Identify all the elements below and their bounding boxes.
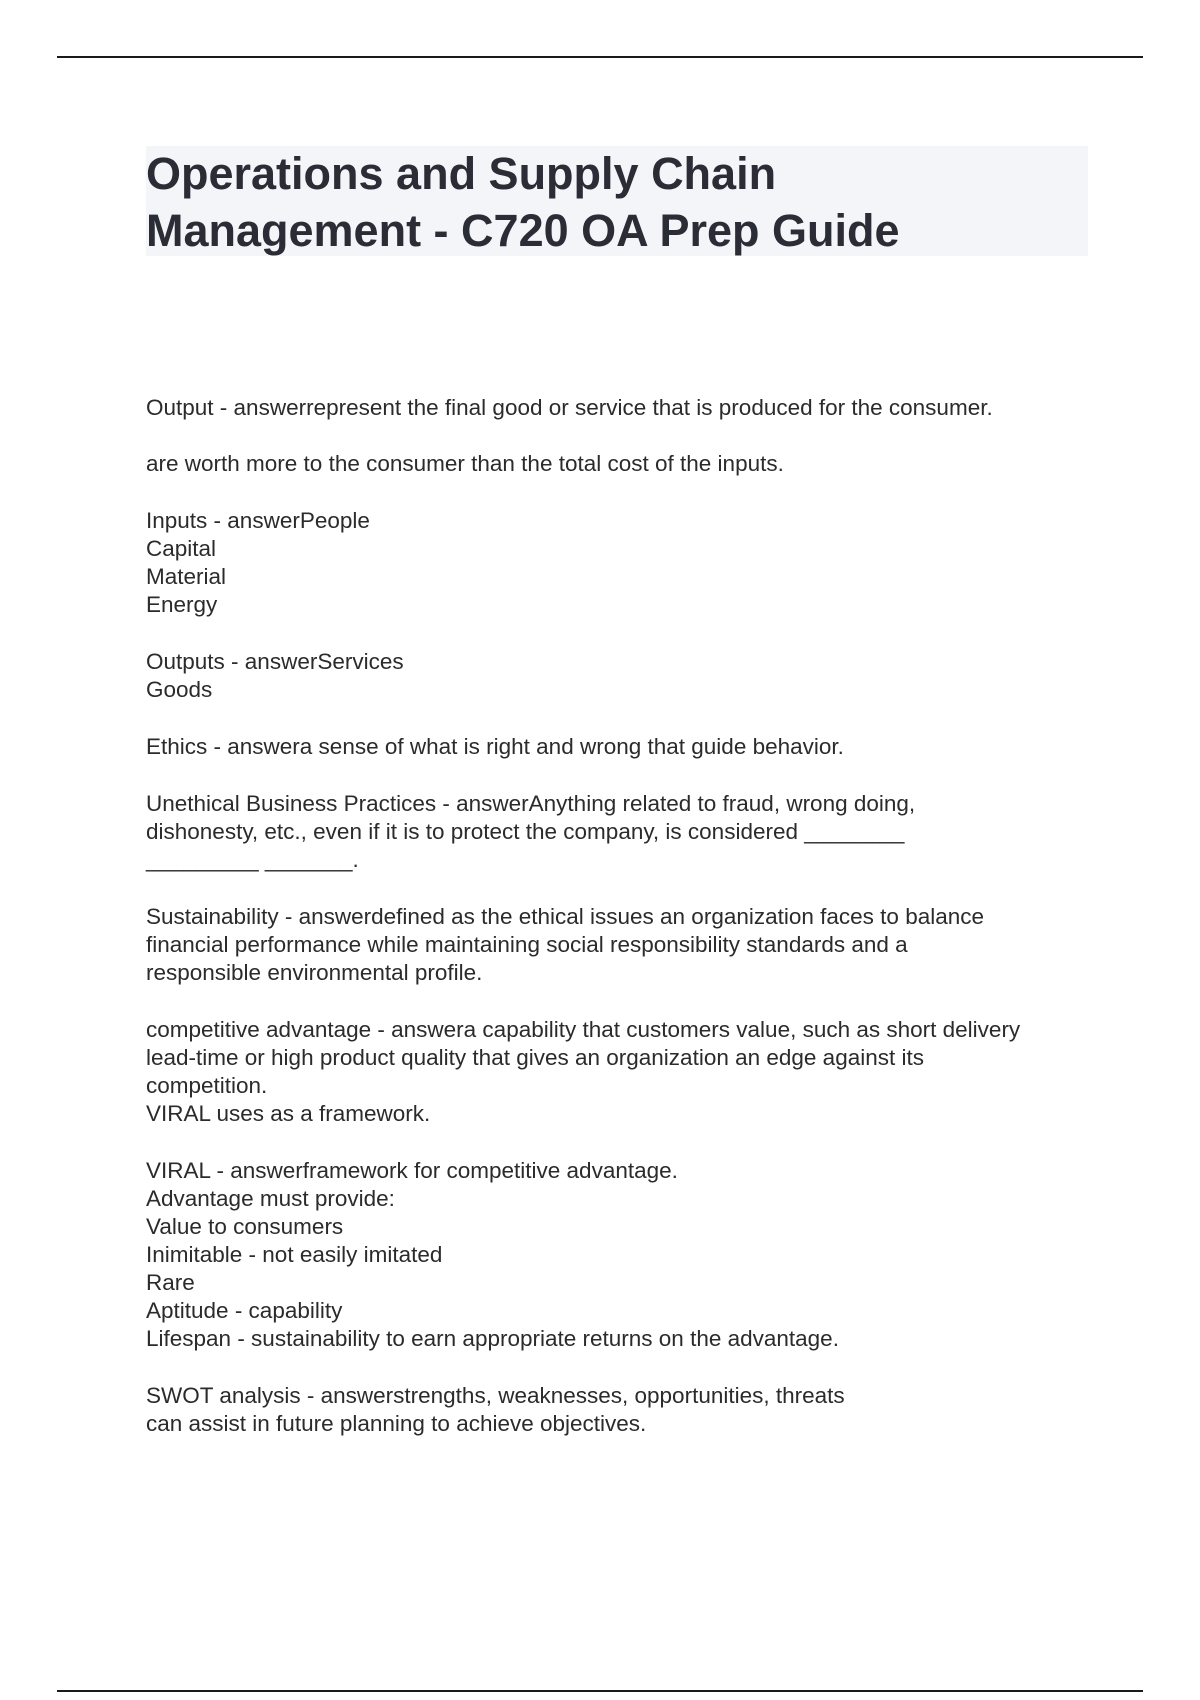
- title-line: Management - C720 OA Prep Guide: [146, 205, 900, 256]
- entry-unethical-practices: [146, 790, 1096, 874]
- entry-line: Unethical Business Practices - answerAnything related to fraud, wrong doing,: [146, 791, 916, 816]
- entry-line: competitive advantage - answera capability that customers value, such as short delivery: [146, 1017, 1021, 1042]
- entry-line: competition.: [146, 1073, 268, 1098]
- entry-line: VIRAL uses as a framework.: [146, 1101, 431, 1126]
- entry-worth: [146, 450, 1096, 478]
- entry-line: Lifespan - sustainability to earn appropriate returns on the advantage.: [146, 1326, 839, 1351]
- title-line: Operations and Supply Chain: [146, 148, 777, 199]
- entry-line: can assist in future planning to achieve objectives.: [146, 1411, 647, 1436]
- entry-outputs: [146, 648, 1096, 704]
- entry-output: [146, 394, 1096, 422]
- entry-line: SWOT analysis - answerstrengths, weaknesses, opportunities, threats: [146, 1383, 845, 1408]
- entry-line: Inputs - answerPeople: [146, 508, 370, 533]
- header-rule: [57, 56, 1143, 58]
- entry-line: Outputs - answerServices: [146, 649, 404, 674]
- entry-line: Energy: [146, 592, 218, 617]
- entry-line: Advantage must provide:: [146, 1186, 395, 1211]
- entry-ethics: [146, 733, 1096, 761]
- entry-line: financial performance while maintaining social responsibility standards and a: [146, 932, 908, 957]
- entry-line: lead-time or high product quality that gives an organization an edge against its: [146, 1045, 924, 1070]
- entry-line: VIRAL - answerframework for competitive advantage.: [146, 1158, 678, 1183]
- entry-line: _________ _______.: [146, 847, 359, 872]
- entry-inputs: [146, 507, 1096, 619]
- entry-line: are worth more to the consumer than the total cost of the inputs.: [146, 451, 784, 476]
- entry-line: Material: [146, 564, 227, 589]
- entry-line: Goods: [146, 677, 213, 702]
- entry-line: Rare: [146, 1270, 195, 1295]
- entry-line: Output - answerrepresent the final good or service that is produced for the consumer.: [146, 395, 993, 420]
- entry-line: Value to consumers: [146, 1214, 344, 1239]
- entry-competitive-advantage: [146, 1016, 1096, 1128]
- entry-line: dishonesty, etc., even if it is to protect the company, is considered ________: [146, 819, 905, 844]
- entry-viral: [146, 1157, 1096, 1353]
- footer-rule: [57, 1690, 1143, 1692]
- flashcard-list: [146, 394, 1096, 1438]
- document-title: [146, 145, 1086, 259]
- entry-line: Sustainability - answerdefined as the ethical issues an organization faces to balance: [146, 904, 985, 929]
- entry-line: Capital: [146, 536, 217, 561]
- entry-sustainability: [146, 903, 1096, 987]
- entry-swot: [146, 1382, 1096, 1438]
- entry-line: Inimitable - not easily imitated: [146, 1242, 443, 1267]
- entry-line: Aptitude - capability: [146, 1298, 343, 1323]
- entry-line: Ethics - answera sense of what is right and wrong that guide behavior.: [146, 734, 844, 759]
- entry-line: responsible environmental profile.: [146, 960, 483, 985]
